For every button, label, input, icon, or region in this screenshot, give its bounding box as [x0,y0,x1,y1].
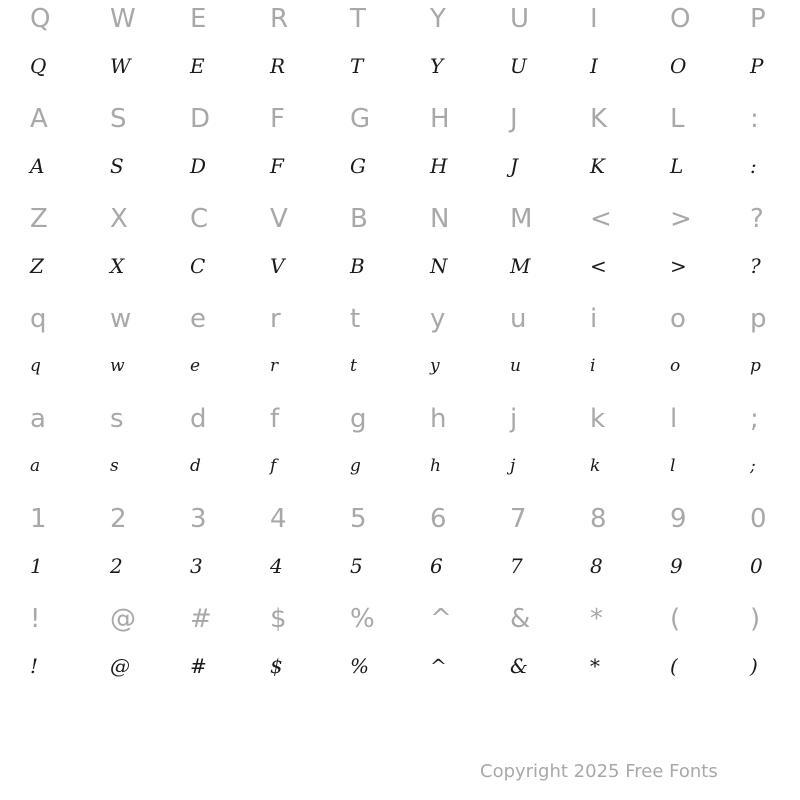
reference-glyph: W [110,4,136,34]
reference-glyph: l [670,404,678,434]
glyph-cell [720,200,800,300]
glyph-cell [160,500,240,600]
reference-glyph: L [670,104,685,134]
reference-glyph: 9 [670,504,687,534]
font-sample-glyph: > [670,254,687,278]
glyph-cell [720,400,800,500]
glyph-cell [400,300,480,400]
font-sample-glyph: 6 [430,554,443,578]
glyph-cell [80,0,160,100]
reference-glyph: ( [670,604,681,634]
glyph-cell [480,400,560,500]
reference-glyph: # [190,604,212,634]
glyph-cell [320,200,400,300]
glyph-cell [560,100,640,200]
reference-glyph: * [590,604,603,634]
font-sample-glyph: w [110,356,125,376]
glyph-cell [320,400,400,500]
font-sample-glyph: ? [750,254,761,278]
font-sample-glyph: Y [430,54,444,78]
reference-glyph: 2 [110,504,127,534]
glyph-cell [640,100,720,200]
glyph-cell [240,0,320,100]
reference-glyph: B [350,204,368,234]
glyph-cell [480,600,560,700]
glyph-cell [640,600,720,700]
glyph-cell [640,0,720,100]
font-sample-glyph: # [190,654,207,678]
reference-glyph: U [510,4,530,34]
glyph-cell [480,100,560,200]
font-sample-glyph: ; [750,456,756,476]
font-sample-glyph: A [30,154,45,178]
font-sample-glyph: H [430,154,448,178]
font-sample-glyph: J [510,154,519,178]
glyph-cell [160,200,240,300]
reference-glyph: 7 [510,504,527,534]
glyph-cell [240,600,320,700]
font-sample-glyph: E [190,54,205,78]
font-sample-glyph: y [430,356,440,376]
font-sample-glyph: t [350,356,357,376]
font-sample-glyph: s [110,456,119,476]
reference-glyph: s [110,404,124,434]
font-sample-glyph: S [110,154,124,178]
reference-glyph: h [430,404,447,434]
reference-glyph: J [510,104,518,134]
font-sample-glyph: ) [750,654,758,678]
font-sample-glyph: 9 [670,554,683,578]
glyph-cell [640,200,720,300]
font-sample-glyph: i [590,356,596,376]
font-sample-glyph: W [110,54,131,78]
glyph-cell [0,500,80,600]
glyph-cell [0,200,80,300]
glyph-cell [80,300,160,400]
glyph-cell [560,600,640,700]
glyph-cell [80,200,160,300]
glyph-cell [560,300,640,400]
glyph-cell [80,100,160,200]
reference-glyph: 6 [430,504,447,534]
font-sample-glyph: f [270,456,277,476]
glyph-cell [80,400,160,500]
glyph-cell [480,300,560,400]
glyph-cell [80,500,160,600]
font-sample-glyph: Q [30,54,47,78]
font-sample-glyph: & [510,654,528,678]
glyph-row [0,200,800,300]
font-sample-glyph: U [510,54,527,78]
glyph-cell [560,400,640,500]
reference-glyph: 1 [30,504,47,534]
glyph-cell [720,500,800,600]
font-sample-glyph: k [590,456,601,476]
font-sample-glyph: X [110,254,125,278]
glyph-cell [720,300,800,400]
reference-glyph: M [510,204,533,234]
glyph-cell [240,300,320,400]
reference-glyph: G [350,104,371,134]
font-sample-glyph: 4 [270,554,283,578]
font-sample-glyph: u [510,356,521,376]
font-sample-glyph: I [590,54,598,78]
glyph-cell [480,0,560,100]
reference-glyph: < [590,204,612,234]
reference-glyph: S [110,104,127,134]
glyph-cell [240,100,320,200]
glyph-cell [400,100,480,200]
glyph-cell [160,300,240,400]
glyph-cell [240,500,320,600]
glyph-cell [400,0,480,100]
font-sample-glyph: a [30,456,41,476]
font-sample-glyph: F [270,154,284,178]
font-sample-glyph: B [350,254,365,278]
glyph-cell [0,400,80,500]
reference-glyph: N [430,204,450,234]
font-sample-glyph: 8 [590,554,603,578]
font-sample-glyph: K [590,154,605,178]
reference-glyph: ^ [430,604,452,634]
font-sample-glyph: g [350,456,361,476]
reference-glyph: ) [750,604,761,634]
reference-glyph: t [350,304,361,334]
reference-glyph: $ [270,604,287,634]
font-sample-glyph: D [190,154,207,178]
glyph-cell [560,500,640,600]
glyph-cell [0,600,80,700]
reference-glyph: F [270,104,285,134]
reference-glyph: 4 [270,504,287,534]
reference-glyph: T [350,4,366,34]
glyph-row [0,400,800,500]
glyph-cell [80,600,160,700]
font-sample-glyph: % [350,654,370,678]
reference-glyph: Q [30,4,51,34]
reference-glyph: > [670,204,692,234]
glyph-cell [640,300,720,400]
font-sample-glyph: q [30,356,41,376]
reference-glyph: % [350,604,375,634]
reference-glyph: 0 [750,504,767,534]
glyph-row [0,500,800,600]
glyph-row [0,100,800,200]
glyph-cell [160,400,240,500]
font-sample-glyph: o [670,356,681,376]
glyph-cell [640,500,720,600]
glyph-cell [320,600,400,700]
font-sample-glyph: M [510,254,531,278]
glyph-cell [480,200,560,300]
glyph-cell [400,500,480,600]
glyph-cell [400,200,480,300]
font-sample-glyph: L [670,154,684,178]
font-sample-glyph: h [430,456,441,476]
glyph-cell [720,0,800,100]
font-sample-glyph: R [270,54,286,78]
glyph-cell [160,600,240,700]
font-sample-glyph: 3 [190,554,203,578]
reference-glyph: d [190,404,207,434]
reference-glyph: K [590,104,608,134]
glyph-cell [320,0,400,100]
font-sample-glyph: V [270,254,285,278]
reference-glyph: I [590,4,598,34]
reference-glyph: R [270,4,289,34]
glyph-cell [0,100,80,200]
reference-glyph: w [110,304,132,334]
reference-glyph: k [590,404,606,434]
font-sample-glyph: $ [270,654,283,678]
copyright-notice: Copyright 2025 Free Fonts [480,761,718,782]
glyph-cell [560,200,640,300]
font-sample-glyph: ^ [430,654,447,678]
reference-glyph: p [750,304,767,334]
font-sample-glyph: * [590,654,600,678]
reference-glyph: V [270,204,288,234]
reference-glyph: j [510,404,518,434]
font-sample-glyph: e [190,356,201,376]
reference-glyph: 3 [190,504,207,534]
font-sample-glyph: 5 [350,554,363,578]
font-sample-glyph: 2 [110,554,123,578]
glyph-cell [560,0,640,100]
reference-glyph: q [30,304,47,334]
reference-glyph: u [510,304,527,334]
glyph-cell [0,300,80,400]
reference-glyph: g [350,404,367,434]
glyph-cell [160,100,240,200]
glyph-cell [320,100,400,200]
reference-glyph: r [270,304,281,334]
font-sample-glyph: j [510,456,516,476]
reference-glyph: P [750,4,766,34]
font-sample-glyph: C [190,254,206,278]
glyph-cell [0,0,80,100]
glyph-cell [640,400,720,500]
font-sample-glyph: d [190,456,201,476]
font-sample-glyph: 7 [510,554,523,578]
glyph-cell [720,100,800,200]
reference-glyph: : [750,104,759,134]
font-sample-glyph: G [350,154,366,178]
font-sample-glyph: 0 [750,554,763,578]
reference-glyph: f [270,404,280,434]
font-sample-glyph: P [750,54,764,78]
font-sample-glyph: : [750,154,757,178]
font-sample-glyph: Z [30,254,44,278]
glyph-cell [320,500,400,600]
reference-glyph: Y [430,4,446,34]
glyph-cell [480,500,560,600]
reference-glyph: a [30,404,46,434]
reference-glyph: X [110,204,128,234]
font-sample-glyph: 1 [30,554,43,578]
glyph-cell [160,0,240,100]
font-sample-glyph: l [670,456,676,476]
reference-glyph: A [30,104,48,134]
reference-glyph: O [670,4,691,34]
reference-glyph: & [510,604,531,634]
glyph-row [0,0,800,100]
font-sample-glyph: N [430,254,448,278]
reference-glyph: 8 [590,504,607,534]
font-sample-glyph: T [350,54,364,78]
reference-glyph: H [430,104,450,134]
font-sample-glyph: p [750,356,761,376]
reference-glyph: E [190,4,207,34]
font-sample-glyph: < [590,254,607,278]
glyph-row [0,600,800,700]
reference-glyph: y [430,304,446,334]
reference-glyph: D [190,104,211,134]
glyph-row [0,300,800,400]
glyph-cell [240,400,320,500]
font-sample-glyph: ! [30,654,39,678]
reference-glyph: Z [30,204,48,234]
reference-glyph: 5 [350,504,367,534]
reference-glyph: e [190,304,206,334]
glyph-cell [320,300,400,400]
reference-glyph: o [670,304,686,334]
glyph-cell [400,400,480,500]
font-sample-glyph: O [670,54,687,78]
font-sample-glyph: r [270,356,279,376]
reference-glyph: i [590,304,598,334]
glyph-cell [720,600,800,700]
reference-glyph: ; [750,404,759,434]
reference-glyph: ! [30,604,41,634]
font-sample-glyph: ( [670,654,678,678]
glyph-cell [240,200,320,300]
reference-glyph: @ [110,604,136,634]
glyph-cell [400,600,480,700]
reference-glyph: ? [750,204,764,234]
reference-glyph: C [190,204,209,234]
font-sample-glyph: @ [110,654,130,678]
